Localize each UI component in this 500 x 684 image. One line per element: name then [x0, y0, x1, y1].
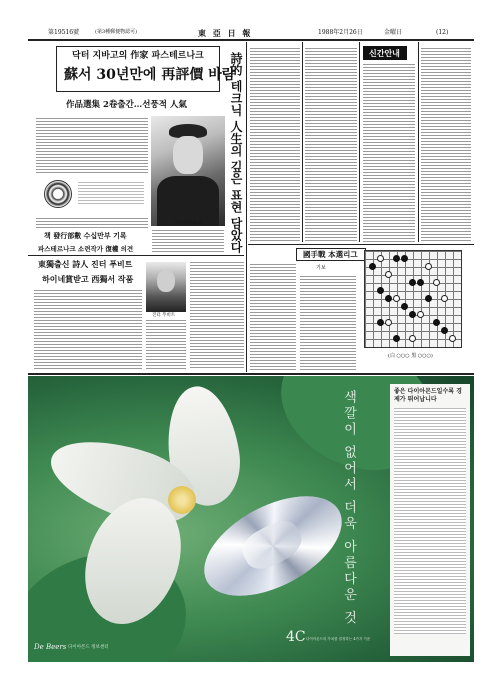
black-stone: [369, 263, 376, 270]
white-stone: [425, 263, 432, 270]
side-headline-2: 파스테르나크 소련작가 復權 의견: [38, 245, 134, 253]
emblem-icon: [44, 180, 72, 208]
white-stone: [417, 311, 424, 318]
article-kicker: 닥터 지바고의 作家 파스테르나크: [72, 51, 204, 61]
column-rule: [418, 42, 419, 242]
photo-caption: 파스테르나크: [175, 221, 202, 226]
ad-tagline: 색깔이 없어서 더욱 아름다운 것: [341, 390, 356, 627]
paper-name: 東 亞 日 報: [198, 28, 253, 38]
issue-number: 第19516號: [48, 29, 80, 36]
ad-headline: 좋은 다이아몬드일수록 경제가 뛰어납니다: [394, 388, 462, 403]
ad-body-text: [394, 408, 466, 634]
body-text: [190, 262, 244, 370]
body-text: [152, 230, 224, 254]
body-text: [363, 64, 415, 242]
white-stone: [377, 255, 384, 262]
fourc-subtitle: 다이아몬드의 가치를 결정하는 4가지 기준: [306, 637, 371, 641]
black-stone: [433, 319, 440, 326]
black-stone: [409, 311, 416, 318]
body-text: [34, 290, 142, 370]
black-stone: [401, 303, 408, 310]
new-books-banner: [363, 46, 407, 60]
white-stone: [385, 271, 392, 278]
black-stone: [393, 335, 400, 342]
body-text: [36, 118, 148, 174]
body-text: [421, 48, 471, 242]
body-text: [250, 264, 296, 370]
body-text: [250, 48, 300, 242]
body-text: [36, 218, 148, 228]
column-rule: [359, 42, 360, 242]
body-text: [146, 320, 186, 370]
flower-center: [168, 486, 196, 514]
baduk-label: 기보: [316, 265, 326, 271]
column-rule: [302, 42, 303, 242]
baduk-title: 國手戰 本選리그: [303, 250, 358, 259]
photo-face: [157, 270, 175, 292]
page-number: (12): [436, 29, 449, 36]
black-stone: [401, 255, 408, 262]
poet-photo: [146, 262, 186, 312]
ad-copy-panel: [390, 384, 470, 656]
section-rule: [28, 255, 244, 256]
black-stone: [385, 295, 392, 302]
fourc-logo: 4C: [286, 629, 306, 645]
black-stone: [417, 279, 424, 286]
column-rule: [246, 42, 247, 372]
white-stone: [385, 319, 392, 326]
issue-date: 1988年2月26日: [318, 29, 363, 36]
ad-top-rule: [28, 373, 474, 375]
white-stone: [441, 295, 448, 302]
black-stone: [377, 319, 384, 326]
white-stone: [409, 335, 416, 342]
issue-weekday: 金曜日: [384, 29, 403, 36]
black-stone: [377, 287, 384, 294]
registration-note: (第3種郵便物認可): [95, 29, 138, 35]
white-stone: [449, 335, 456, 342]
black-stone: [409, 279, 416, 286]
brand-logo: De Beers: [34, 643, 67, 651]
brand-subtitle: 다이아몬드 정보센터: [68, 645, 109, 650]
article-headline: 蘇서 30년만에 再評價 바람: [64, 67, 236, 83]
emblem-block: [36, 176, 148, 216]
poet-headline-1: 東獨출신 詩人 진터 푸비트: [38, 259, 133, 269]
vertical-headline: 詩的 테크닉 人生의 깊은 표현 담았다: [229, 52, 243, 253]
masthead-rule: [28, 39, 474, 41]
go-board: [364, 250, 462, 348]
article-subhead: 作品選集 2卷출간…선풍적 人氣: [66, 100, 187, 110]
emblem-caption: [78, 182, 144, 206]
new-books-label: 신간안내: [369, 48, 400, 58]
side-headline-1: 책 發行部數 수십만부 기록: [44, 231, 127, 240]
black-stone: [425, 295, 432, 302]
section-rule: [248, 244, 474, 245]
diamond-advertisement: [28, 376, 474, 662]
body-text: [305, 48, 357, 242]
body-text: [300, 276, 356, 370]
white-stone: [393, 295, 400, 302]
baduk-caption: (白 ○○○ 黑 ○○○): [388, 353, 433, 359]
poet-photo-caption: 진터 푸비트: [152, 313, 176, 318]
poet-headline-2: 하이네賞받고 西獨서 작품: [42, 274, 134, 284]
white-stone: [433, 279, 440, 286]
pasternak-photo: [151, 116, 225, 226]
black-stone: [441, 327, 448, 334]
photo-face: [173, 136, 203, 174]
black-stone: [393, 255, 400, 262]
photo-coat: [157, 176, 219, 226]
